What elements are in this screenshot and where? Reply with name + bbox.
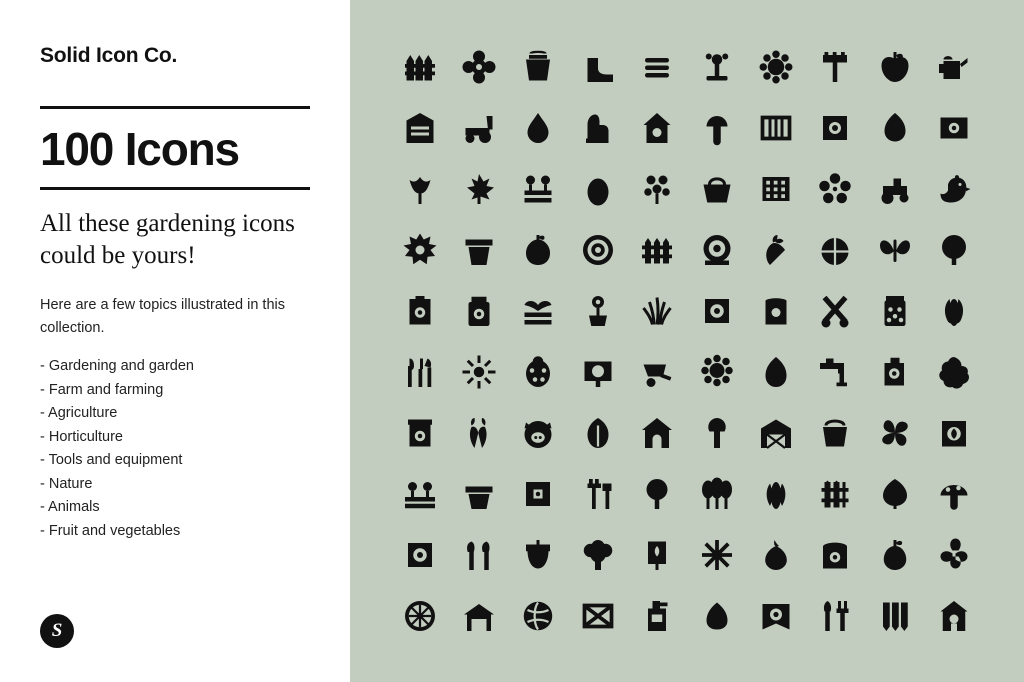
rosette-icon <box>568 219 627 280</box>
lettuce-icon <box>509 585 568 646</box>
rubber-boot-icon <box>568 36 627 97</box>
fence-icon <box>390 36 449 97</box>
bucket-icon <box>509 36 568 97</box>
forest-icon <box>687 463 746 524</box>
fertilizer-bottle-icon <box>628 585 687 646</box>
list-item: - Nature <box>40 475 93 492</box>
trowel-fork-icon <box>806 585 865 646</box>
mushroom-cap-icon <box>925 463 984 524</box>
tractor-icon <box>865 158 924 219</box>
garden-tools-icon <box>390 341 449 402</box>
logo-badge: S <box>40 614 74 648</box>
sunflower-icon <box>746 36 805 97</box>
broccoli-icon <box>568 524 627 585</box>
flower-bed-icon <box>390 463 449 524</box>
artichoke-icon <box>568 402 627 463</box>
garden-glove-icon <box>568 97 627 158</box>
citrus-slice-icon <box>390 585 449 646</box>
flower-banner-icon <box>746 585 805 646</box>
seed-sack-icon <box>806 524 865 585</box>
flower-cluster-icon <box>806 158 865 219</box>
grass-tuft-icon <box>628 280 687 341</box>
farm-barn-icon <box>746 402 805 463</box>
tulip-icon <box>390 158 449 219</box>
plant-rows-icon <box>509 158 568 219</box>
butterfly-icon <box>865 219 924 280</box>
divider-bottom <box>40 187 310 190</box>
flower-tile-icon <box>390 524 449 585</box>
spacer <box>40 543 310 614</box>
berry-bush-icon <box>628 158 687 219</box>
icon-showcase-panel <box>350 0 1024 682</box>
potted-plant-icon <box>568 280 627 341</box>
water-drop-icon <box>509 97 568 158</box>
snowflake-plant-icon <box>687 524 746 585</box>
list-item: - Tools and equipment <box>40 452 183 469</box>
watering-can-icon <box>925 36 984 97</box>
shovel-fork-icon <box>568 463 627 524</box>
tree-icon <box>925 219 984 280</box>
compost-bin-icon <box>390 402 449 463</box>
list-item: - Animals <box>40 499 100 516</box>
sprinkler-icon <box>687 36 746 97</box>
chicken-icon <box>925 158 984 219</box>
wheelbarrow-icon <box>628 341 687 402</box>
divider-top <box>40 106 310 109</box>
sunflower-head-icon <box>687 341 746 402</box>
leaf-icon <box>865 97 924 158</box>
seedling-tray-icon <box>509 280 568 341</box>
seed-box-icon <box>509 463 568 524</box>
list-item: - Farm and farming <box>40 381 164 398</box>
crop-sign-icon <box>568 341 627 402</box>
pear-fruit-icon <box>865 524 924 585</box>
ladybug-icon <box>509 341 568 402</box>
wooden-gate-icon <box>746 97 805 158</box>
water-tap-icon <box>806 341 865 402</box>
corn-cob-icon <box>925 280 984 341</box>
plant-label-icon <box>628 524 687 585</box>
intro-text: Here are a few topics illustrated in this collection. <box>40 297 285 336</box>
garden-shed-icon <box>449 585 508 646</box>
info-panel <box>0 0 350 682</box>
pig-icon <box>509 402 568 463</box>
oak-leaf-icon <box>925 341 984 402</box>
pruning-shears-icon <box>806 280 865 341</box>
pinwheel-flower-icon <box>865 402 924 463</box>
cabbage-icon <box>806 219 865 280</box>
carrot-pair-icon <box>449 402 508 463</box>
dandelion-icon <box>449 341 508 402</box>
garlic-icon <box>746 524 805 585</box>
egg-icon <box>568 158 627 219</box>
pail-icon <box>806 402 865 463</box>
garden-spade-icon <box>687 402 746 463</box>
seed-bag-icon <box>925 402 984 463</box>
clover-icon <box>925 524 984 585</box>
mushroom-icon <box>687 97 746 158</box>
subheadline: All these gardening icons could be yours! <box>40 210 295 270</box>
bush-tree-icon <box>628 463 687 524</box>
lawn-mower-icon <box>449 97 508 158</box>
list-item: - Agriculture <box>40 405 118 422</box>
picket-fence-icon <box>628 219 687 280</box>
hose-reel-icon <box>687 219 746 280</box>
trowel-pair-icon <box>449 524 508 585</box>
lattice-fence-icon <box>806 463 865 524</box>
flower-pot-icon <box>449 219 508 280</box>
soil-sack-icon <box>746 280 805 341</box>
birdhouse-icon <box>628 97 687 158</box>
wooden-crate-icon <box>568 585 627 646</box>
acorn-icon <box>509 524 568 585</box>
fertilizer-bag-icon <box>390 280 449 341</box>
corn-plant-icon <box>746 463 805 524</box>
apple-icon <box>865 36 924 97</box>
dog-house-icon <box>628 402 687 463</box>
spray-bottle-icon <box>865 341 924 402</box>
planter-box-icon <box>449 463 508 524</box>
maple-leaf-icon <box>449 158 508 219</box>
harvest-basket-icon <box>687 158 746 219</box>
pear-icon <box>509 219 568 280</box>
greenhouse-sign-icon <box>925 97 984 158</box>
topic-list <box>40 355 310 543</box>
brand-title: Solid Icon Co. <box>40 44 178 67</box>
barn-icon <box>390 97 449 158</box>
list-item: - Gardening and garden <box>40 358 194 375</box>
rake-icon <box>806 36 865 97</box>
flower-pack-icon <box>687 280 746 341</box>
garden-hose-icon <box>628 36 687 97</box>
seed-packet-icon <box>806 97 865 158</box>
shrub-icon <box>865 463 924 524</box>
flower-bloom-icon <box>449 36 508 97</box>
preserve-jar-icon <box>865 280 924 341</box>
page-title: 100 Icons <box>40 123 239 175</box>
sun-flower-icon <box>390 219 449 280</box>
list-item: - Horticulture <box>40 428 123 445</box>
leaf-drop-icon <box>746 341 805 402</box>
garden-plot-icon <box>746 158 805 219</box>
seed-jar-icon <box>449 280 508 341</box>
coop-icon <box>925 585 984 646</box>
carrot-icon <box>746 219 805 280</box>
seed-strips-icon <box>865 585 924 646</box>
list-item: - Fruit and vegetables <box>40 522 181 539</box>
leaf-pile-icon <box>687 585 746 646</box>
icon-grid <box>390 36 984 646</box>
